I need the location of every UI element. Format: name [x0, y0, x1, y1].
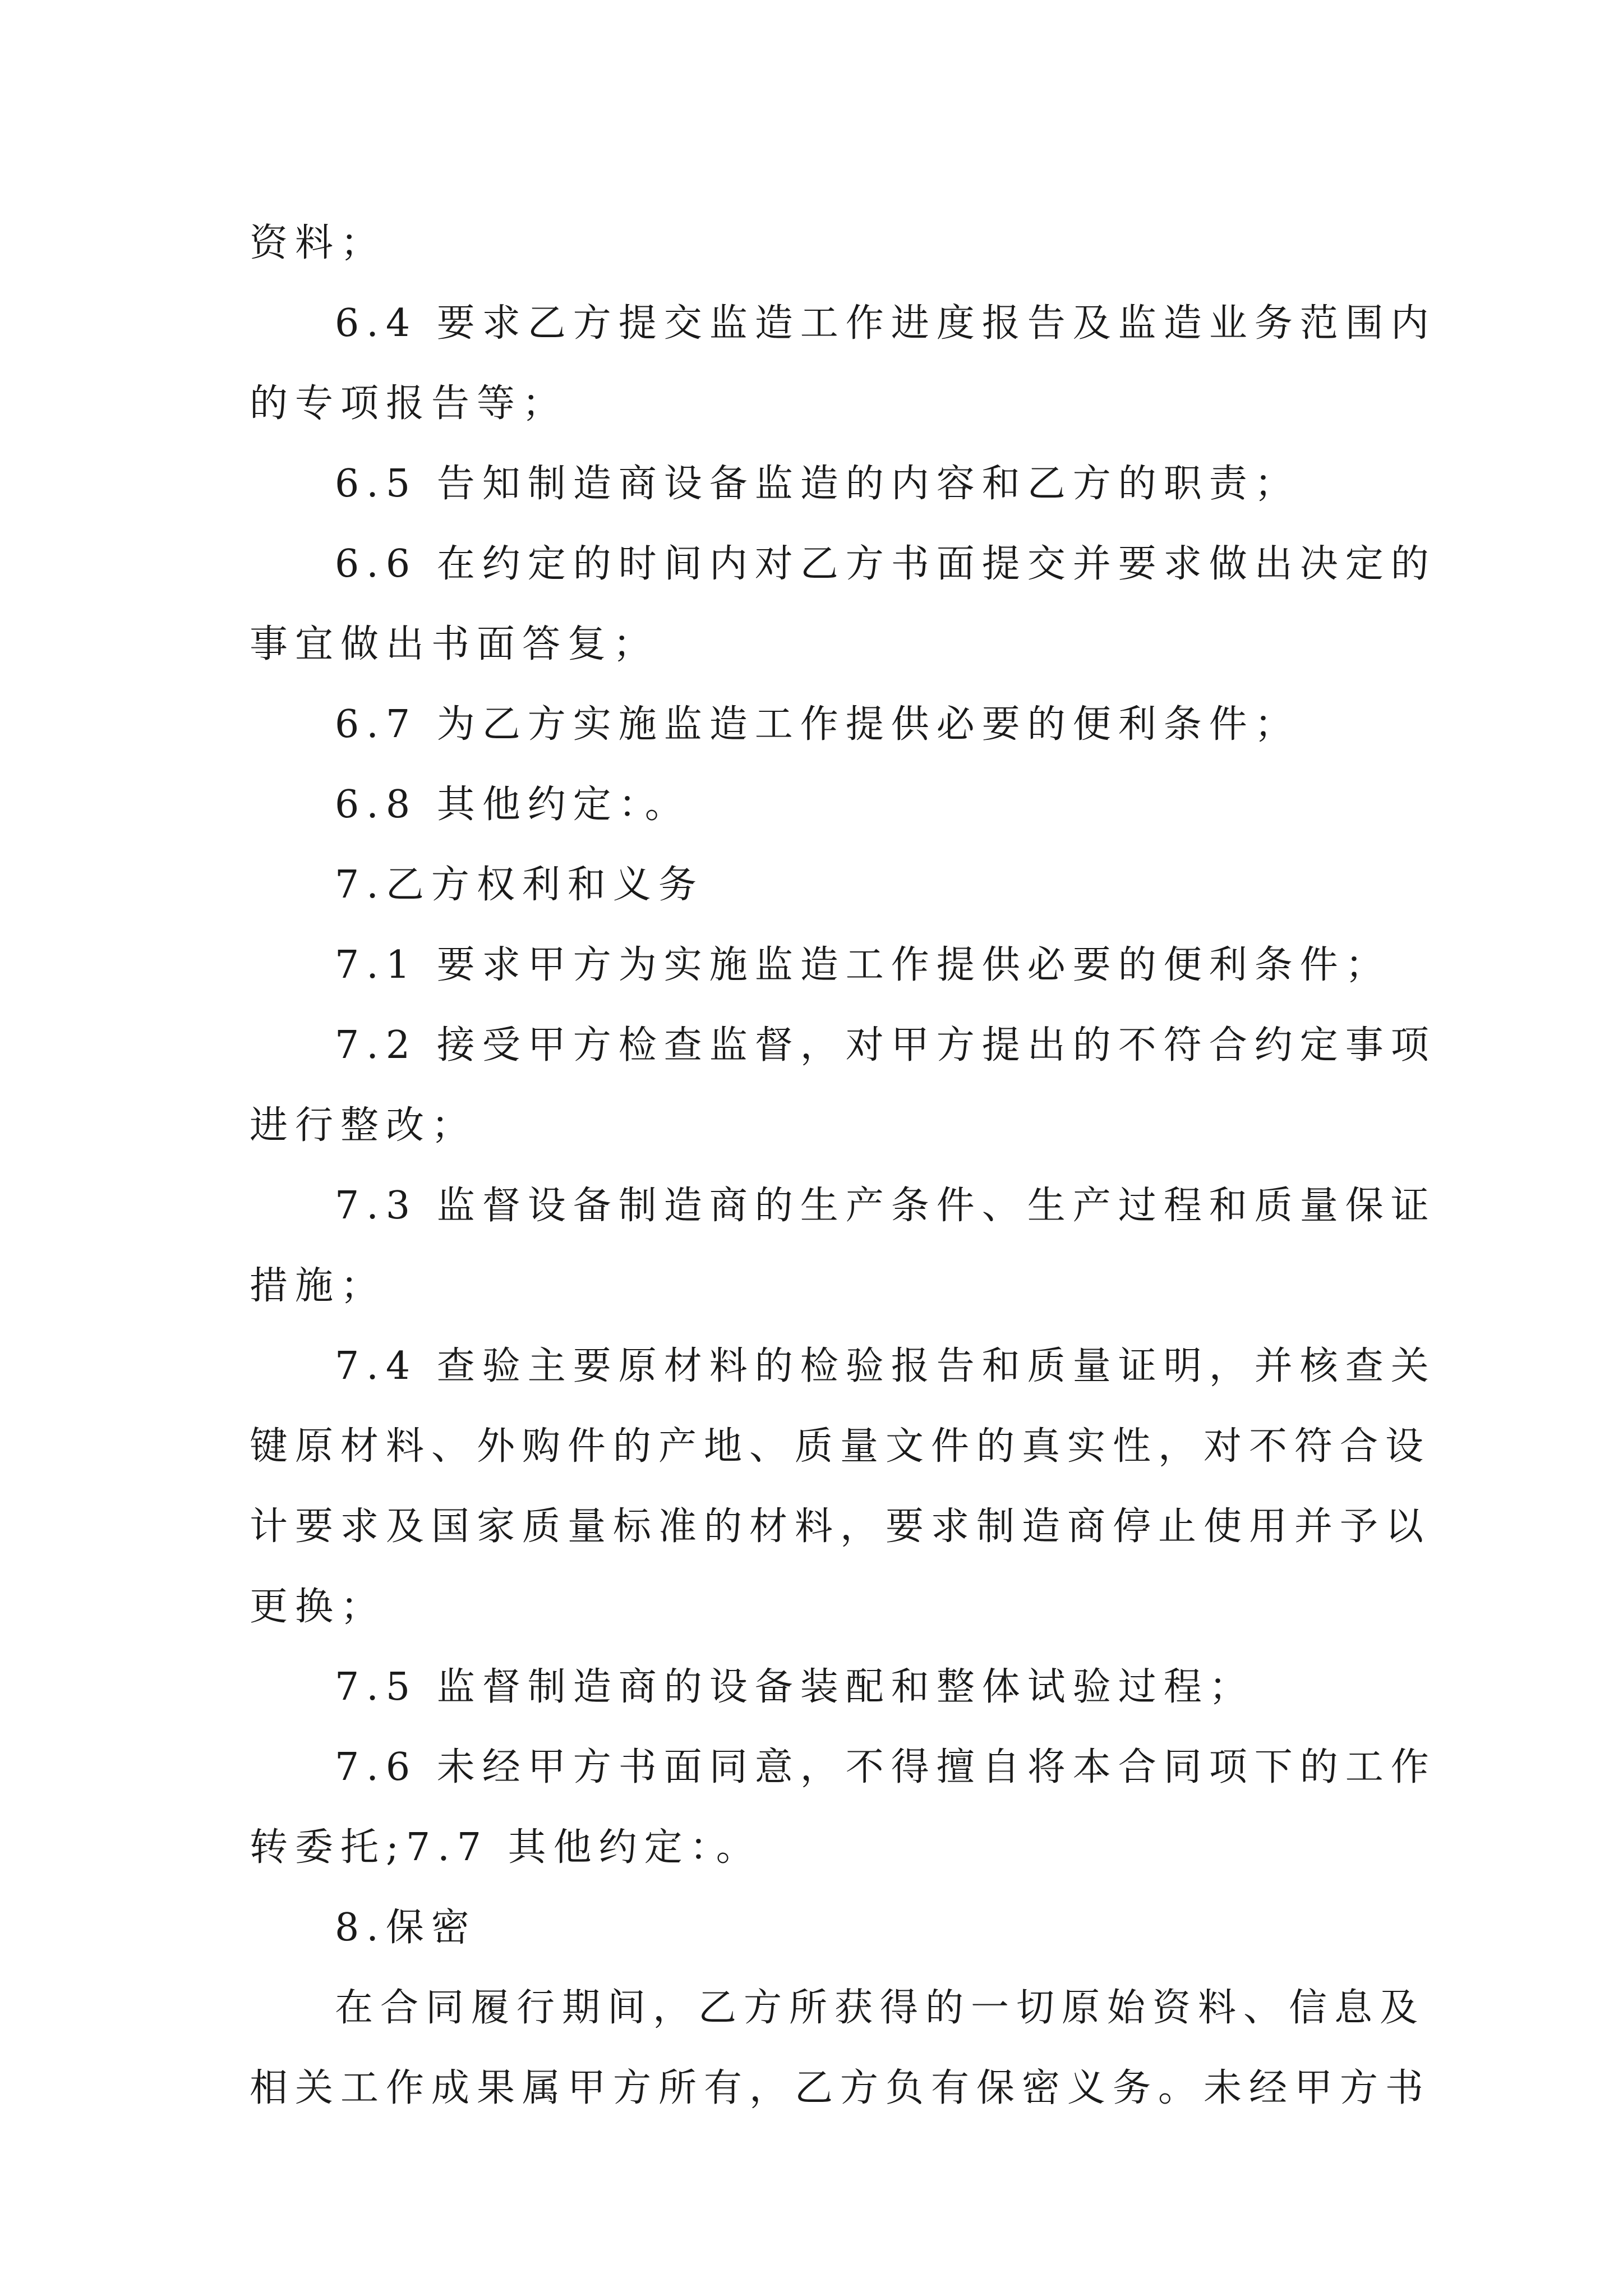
text-line: 措施； [250, 1264, 386, 1308]
text-line: 事宜做出书面答复； [250, 622, 659, 666]
text-line: 7.6 未经甲方书面同意，不得擅自将本合同项下的工作 [335, 1745, 1436, 1789]
section-heading: 7.乙方权利和义务 [335, 863, 704, 907]
text-line: 7.2 接受甲方检查监督，对甲方提出的不符合约定事项 [335, 1023, 1436, 1068]
text-line: 更换； [250, 1585, 386, 1629]
text-line: 资料； [250, 221, 386, 265]
text-line: 7.3 监督设备制造商的生产条件、生产过程和质量保证 [335, 1184, 1436, 1228]
text-line: 6.5 告知制造商设备监造的内容和乙方的职责； [335, 462, 1300, 506]
text-line: 计要求及国家质量标准的材料，要求制造商停止使用并予以 [250, 1504, 1431, 1549]
text-line: 的专项报告等； [250, 381, 568, 426]
section-heading: 8.保密 [335, 1906, 477, 1950]
text-line: 6.7 为乙方实施监造工作提供必要的便利条件； [335, 702, 1300, 747]
text-line: 6.4 要求乙方提交监造工作进度报告及监造业务范围内 [335, 301, 1436, 346]
text-line: 转委托;7.7 其他约定：。 [250, 1825, 762, 1870]
text-line: 7.1 要求甲方为实施监造工作提供必要的便利条件； [335, 943, 1391, 987]
document-body [250, 203, 1436, 2128]
text-line: 相关工作成果属甲方所有，乙方负有保密义务。未经甲方书 [250, 2066, 1431, 2110]
text-line: 键原材料、外购件的产地、质量文件的真实性，对不符合设 [250, 1424, 1431, 1469]
text-line: 在合同履行期间，乙方所获得的一切原始资料、信息及 [335, 1986, 1426, 2030]
text-line: 7.5 监督制造商的设备装配和整体试验过程； [335, 1665, 1255, 1709]
text-line: 6.6 在约定的时间内对乙方书面提交并要求做出决定的 [335, 542, 1436, 586]
text-line: 6.8 其他约定：。 [335, 783, 690, 827]
text-line: 7.4 查验主要原材料的检验报告和质量证明，并核查关 [335, 1344, 1436, 1388]
text-line: 进行整改； [250, 1103, 477, 1148]
